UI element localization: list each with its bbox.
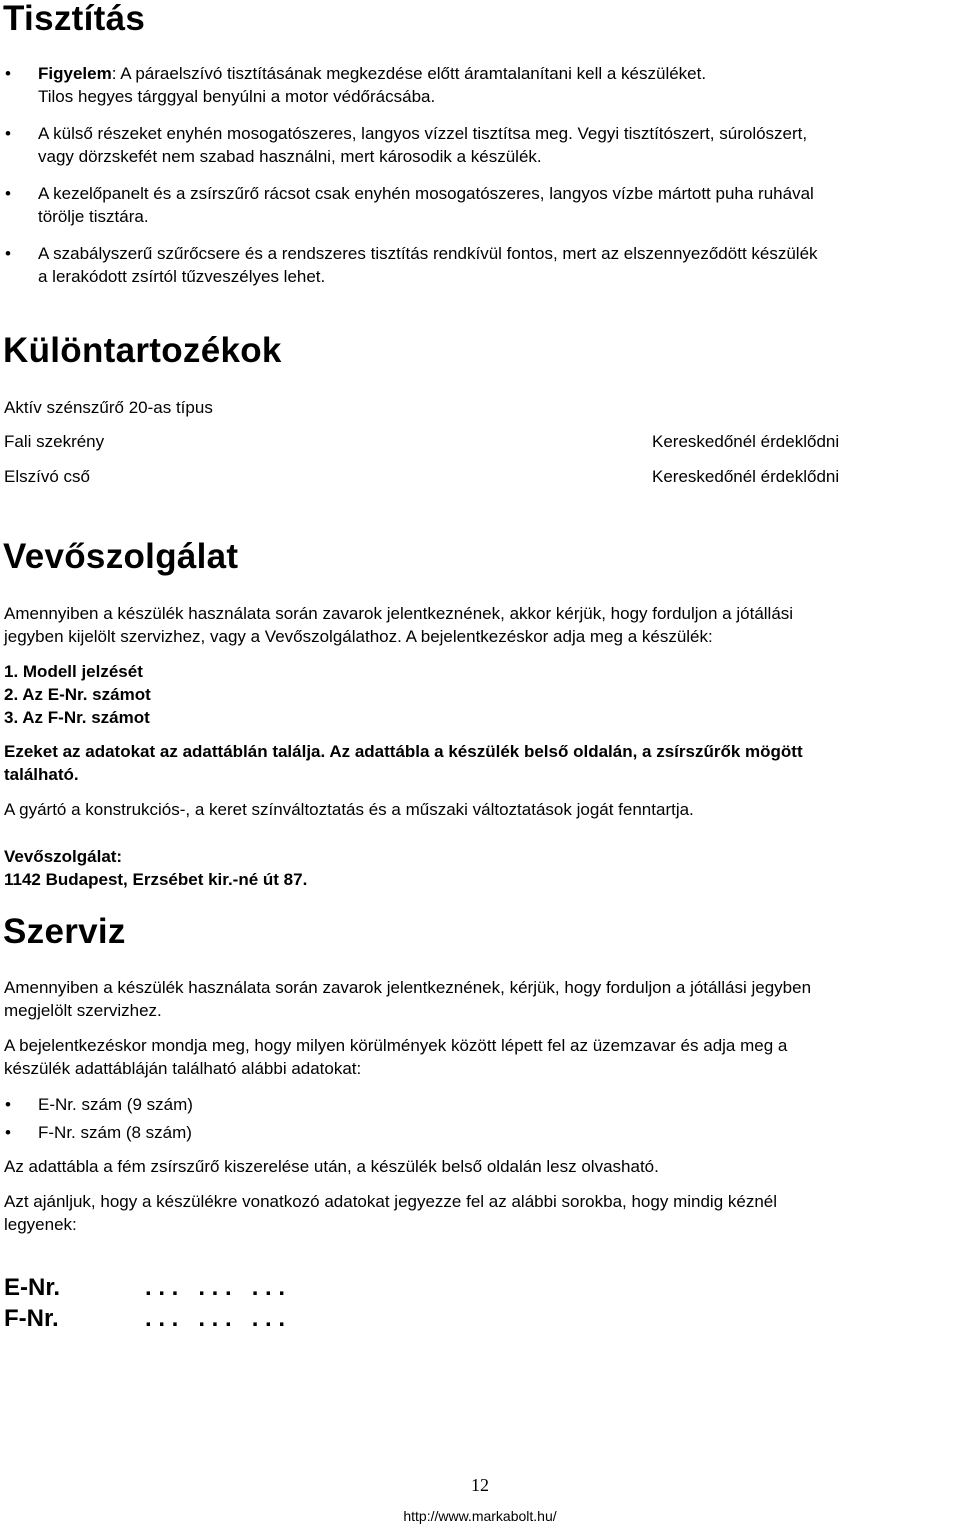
rights-note: A gyártó a konstrukciós-, a keret színváltoztatás és a műszaki változtatások jogát fenntartja. [4, 800, 694, 819]
accessory-note: Kereskedőnél érdeklődni [652, 432, 840, 451]
footer-url[interactable]: http://www.markabolt.hu/ [403, 1508, 557, 1524]
fnr-blank: . . . . . . . . . [145, 1305, 286, 1332]
cleaning-bullet-2 [38, 122, 958, 168]
service-numbered-list [4, 660, 958, 729]
szerviz-paragraph-4 [4, 1190, 958, 1236]
bullet-text: F-Nr. szám (8 szám) [38, 1123, 192, 1142]
fnr-label: F-Nr. [4, 1305, 59, 1332]
bullet-text: vagy dörzskefét nem szabad használni, mert károsodik a készülék. [38, 147, 542, 166]
address-label: Vevőszolgálat: [4, 847, 123, 866]
cleaning-bullet-4 [38, 242, 958, 288]
service-address [4, 845, 958, 891]
list-item: 3. Az F-Nr. számot [4, 708, 150, 727]
paragraph-line: Amennyiben a készülék használata során zavarok jelentkeznének, akkor kérjük, hogy forduljon a jótállási [4, 604, 794, 623]
paragraph-line: Azt ajánljuk, hogy a készülékre vonatkozó adatokat jegyezze fel az alábbi sorokba, hogy mindig kéznél [4, 1192, 778, 1211]
heading-kulontartozekok: Különtartozékok [3, 331, 282, 370]
paragraph-line: Ezeket az adatokat az adattáblán találja. Az adattábla a készülék belső oldalán, a zsírszűrők mögött [4, 742, 803, 761]
bullet-text: A kezelőpanelt és a zsírszűrő rácsot csak enyhén mosogatószeres, langyos vízbe mártott puha ruhával [38, 184, 814, 203]
szerviz-paragraph-2 [4, 1034, 958, 1080]
bullet-text: Tilos hegyes tárggyal benyúlni a motor védőrácsába. [38, 87, 436, 106]
paragraph-line: A bejelentkezéskor mondja meg, hogy milyen körülmények között lépett fel az üzemzavar és adja meg a [4, 1036, 788, 1055]
bullet-dot: • [5, 1095, 11, 1114]
address-value: 1142 Budapest, Erzsébet kir.-né út 87. [4, 870, 308, 889]
bullet-dot: • [5, 124, 11, 143]
bullet-dot: • [5, 184, 11, 203]
bullet-dot: • [5, 1123, 11, 1142]
enr-label: E-Nr. [4, 1274, 61, 1301]
paragraph-line: készülék adattábláján található alábbi adatokat: [4, 1059, 362, 1078]
service-intro [4, 602, 958, 648]
heading-szerviz: Szerviz [3, 912, 126, 951]
szerviz-paragraph-1 [4, 976, 958, 1022]
heading-vevoszolgalat: Vevőszolgálat [3, 537, 239, 576]
nameplate-note [4, 740, 958, 786]
bullet-dot: • [5, 244, 11, 263]
cleaning-bullet-1 [38, 62, 958, 108]
paragraph-line: található. [4, 765, 79, 784]
accessory-name: Fali szekrény [4, 432, 105, 451]
list-item: 1. Modell jelzését [4, 662, 143, 681]
paragraph-line: megjelölt szervizhez. [4, 1001, 162, 1020]
bullet-text: A külső részeket enyhén mosogatószeres, langyos vízzel tisztítsa meg. Vegyi tisztítószert, súrolószert, [38, 124, 808, 143]
bullet-text: a lerakódott zsírtól tűzveszélyes lehet. [38, 267, 326, 286]
paragraph-line: legyenek: [4, 1215, 77, 1234]
page-number: 12 [471, 1475, 489, 1495]
szerviz-paragraph-3: Az adattábla a fém zsírszűrő kiszerelése után, a készülék belső oldalán lesz olvasható. [4, 1157, 659, 1176]
bullet-text: A szabályszerű szűrőcsere és a rendszeres tisztítás rendkívül fontos, mert az elszennyeződött készülék [38, 244, 818, 263]
bullet-text: : A páraelszívó tisztításának megkezdése előtt áramtalanítani kell a készüléket. [111, 64, 707, 83]
cleaning-bullet-3 [38, 182, 958, 228]
enr-blank: . . . . . . . . . [145, 1274, 286, 1301]
accessory-name: Aktív szénszűrő 20-as típus [4, 398, 213, 417]
bullet-text: E-Nr. szám (9 szám) [38, 1095, 193, 1114]
accessory-note: Kereskedőnél érdeklődni [652, 467, 840, 486]
warning-lead: Figyelem [38, 64, 112, 83]
heading-tisztitas: Tisztítás [3, 0, 146, 38]
list-item: 2. Az E-Nr. számot [4, 685, 151, 704]
paragraph-line: Amennyiben a készülék használata során zavarok jelentkeznének, kérjük, hogy forduljon a jótállási jegyben [4, 978, 812, 997]
bullet-dot: • [5, 64, 11, 83]
bullet-text: törölje tisztára. [38, 207, 149, 226]
paragraph-line: jegyben kijelölt szervizhez, vagy a Vevőszolgálathoz. A bejelentkezéskor adja meg a készülék: [4, 627, 713, 646]
accessory-name: Elszívó cső [4, 467, 90, 486]
